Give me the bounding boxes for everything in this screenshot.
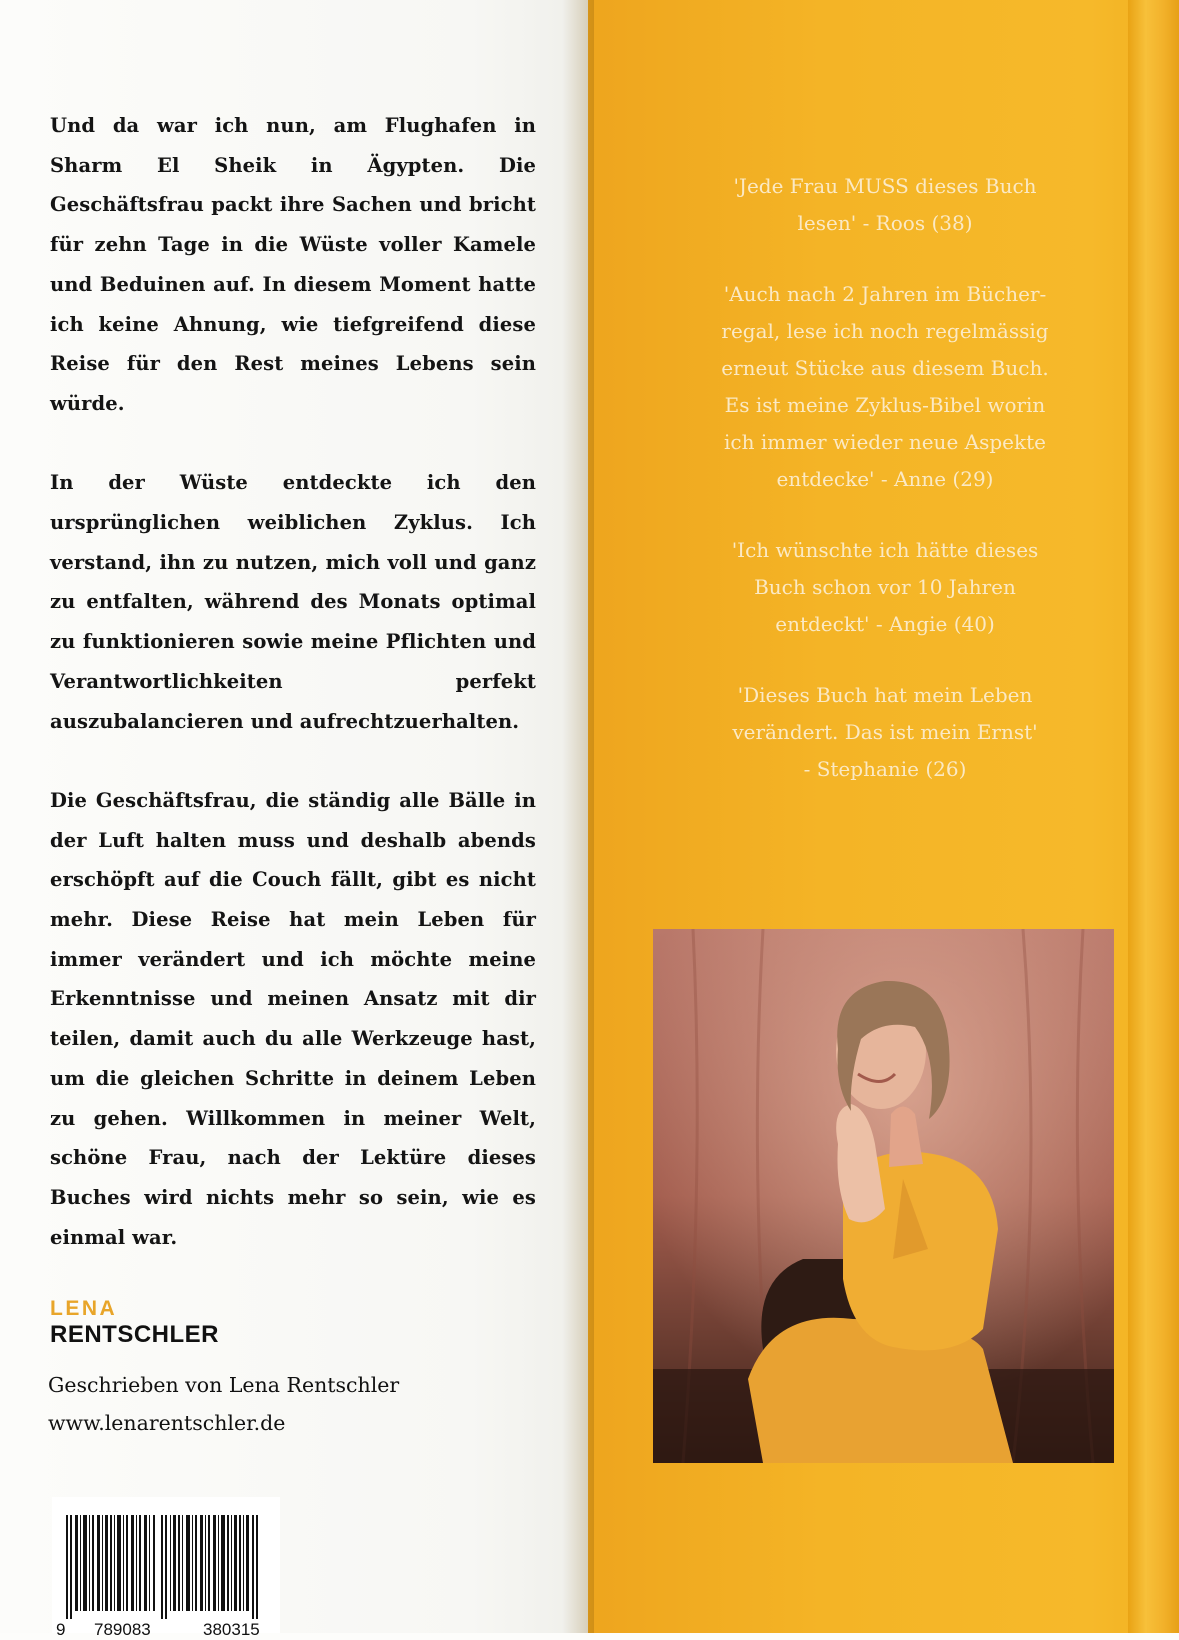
testimonial-line: - Stephanie (26) — [803, 757, 967, 781]
testimonial-line: 'Ich wünschte ich hätte dieses — [731, 538, 1039, 562]
testimonial-line: entdecke' - Anne (29) — [776, 467, 994, 491]
isbn-first-digit: 9 — [56, 1620, 66, 1639]
testimonial-line: Buch schon vor 10 Jahren — [754, 575, 1016, 599]
testimonial-line: regal, lese ich noch regelmässig — [721, 319, 1049, 343]
author-logo — [50, 1296, 219, 1348]
author-credit — [48, 1366, 399, 1442]
testimonial-line: verändert. Das ist mein Ernst' — [732, 720, 1038, 744]
isbn-number — [56, 1620, 318, 1638]
testimonial-line: 'Auch nach 2 Jahren im Bücher- — [723, 282, 1047, 306]
testimonial-1 — [660, 168, 1110, 242]
testimonial-3 — [660, 532, 1110, 643]
author-portrait-illustration — [653, 929, 1114, 1463]
cover-fold-shadow — [562, 0, 594, 1633]
testimonial-line: 'Jede Frau MUSS dieses Buch — [733, 174, 1037, 198]
book-edge — [1128, 0, 1179, 1633]
isbn-barcode — [52, 1497, 280, 1639]
blurb-paragraph-2: In der Wüste entdeckte ich den ursprünglichen weiblichen Zyklus. Ich verstand, ihn zu nutzen, mich voll und ganz zu entfalten, während des Monats optimal zu funktionieren sowie meine Pflichten und Verantwortlichkeiten perfekt auszubalancieren und aufrechtzuerhalten. — [50, 471, 536, 733]
barcode-bars — [66, 1515, 266, 1619]
isbn-right-group: 380315 — [203, 1620, 260, 1639]
blurb-paragraph-1: Und da war ich nun, am Flughafen in Sharm El Sheik in Ägypten. Die Geschäftsfrau packt ihre Sachen und bricht für zehn Tage in die Wüste voller Kamele und Beduinen auf. In diesem Moment hatte ich keine Ahnung, wie tiefgreifend diese Reise für den Rest meines Lebens sein würde. — [50, 114, 536, 415]
testimonial-line: 'Dieses Buch hat mein Leben — [737, 683, 1033, 707]
testimonials — [660, 168, 1110, 822]
testimonial-4 — [660, 677, 1110, 788]
author-credit-line: Geschrieben von Lena Rentschler — [48, 1373, 400, 1397]
author-logo-last-name: RENTSCHLER — [50, 1321, 220, 1348]
testimonial-line: erneut Stücke aus diesem Buch. — [721, 356, 1049, 380]
blurb-paragraph-3: Die Geschäftsfrau, die ständig alle Bälle in der Luft halten muss und deshalb abends erschöpft auf die Couch fällt, gibt es nicht mehr. Diese Reise hat mein Leben für immer verändert und ich möchte meine Erkenntnisse und meinen Ansatz mit dir teilen, damit auch du alle Werkzeuge hast, um die gleichen Schritte in deinem Leben zu gehen. Willkommen in meiner Welt, schöne Frau, nach der Lektüre dieses Buches wird nichts mehr so sein, wie es einmal war. — [50, 788, 536, 1249]
testimonial-line: lesen' - Roos (38) — [797, 211, 973, 235]
testimonial-line: ich immer wieder neue Aspekte — [724, 430, 1046, 454]
author-photo — [653, 929, 1114, 1463]
blurb-text — [50, 106, 536, 1297]
author-logo-first-name: LENA — [50, 1297, 118, 1320]
isbn-left-group: 789083 — [94, 1620, 151, 1639]
testimonial-line: entdeckt' - Angie (40) — [775, 612, 995, 636]
testimonial-2 — [660, 276, 1110, 498]
author-website: www.lenarentschler.de — [48, 1411, 286, 1435]
testimonial-line: Es ist meine Zyklus-Bibel worin — [724, 393, 1046, 417]
